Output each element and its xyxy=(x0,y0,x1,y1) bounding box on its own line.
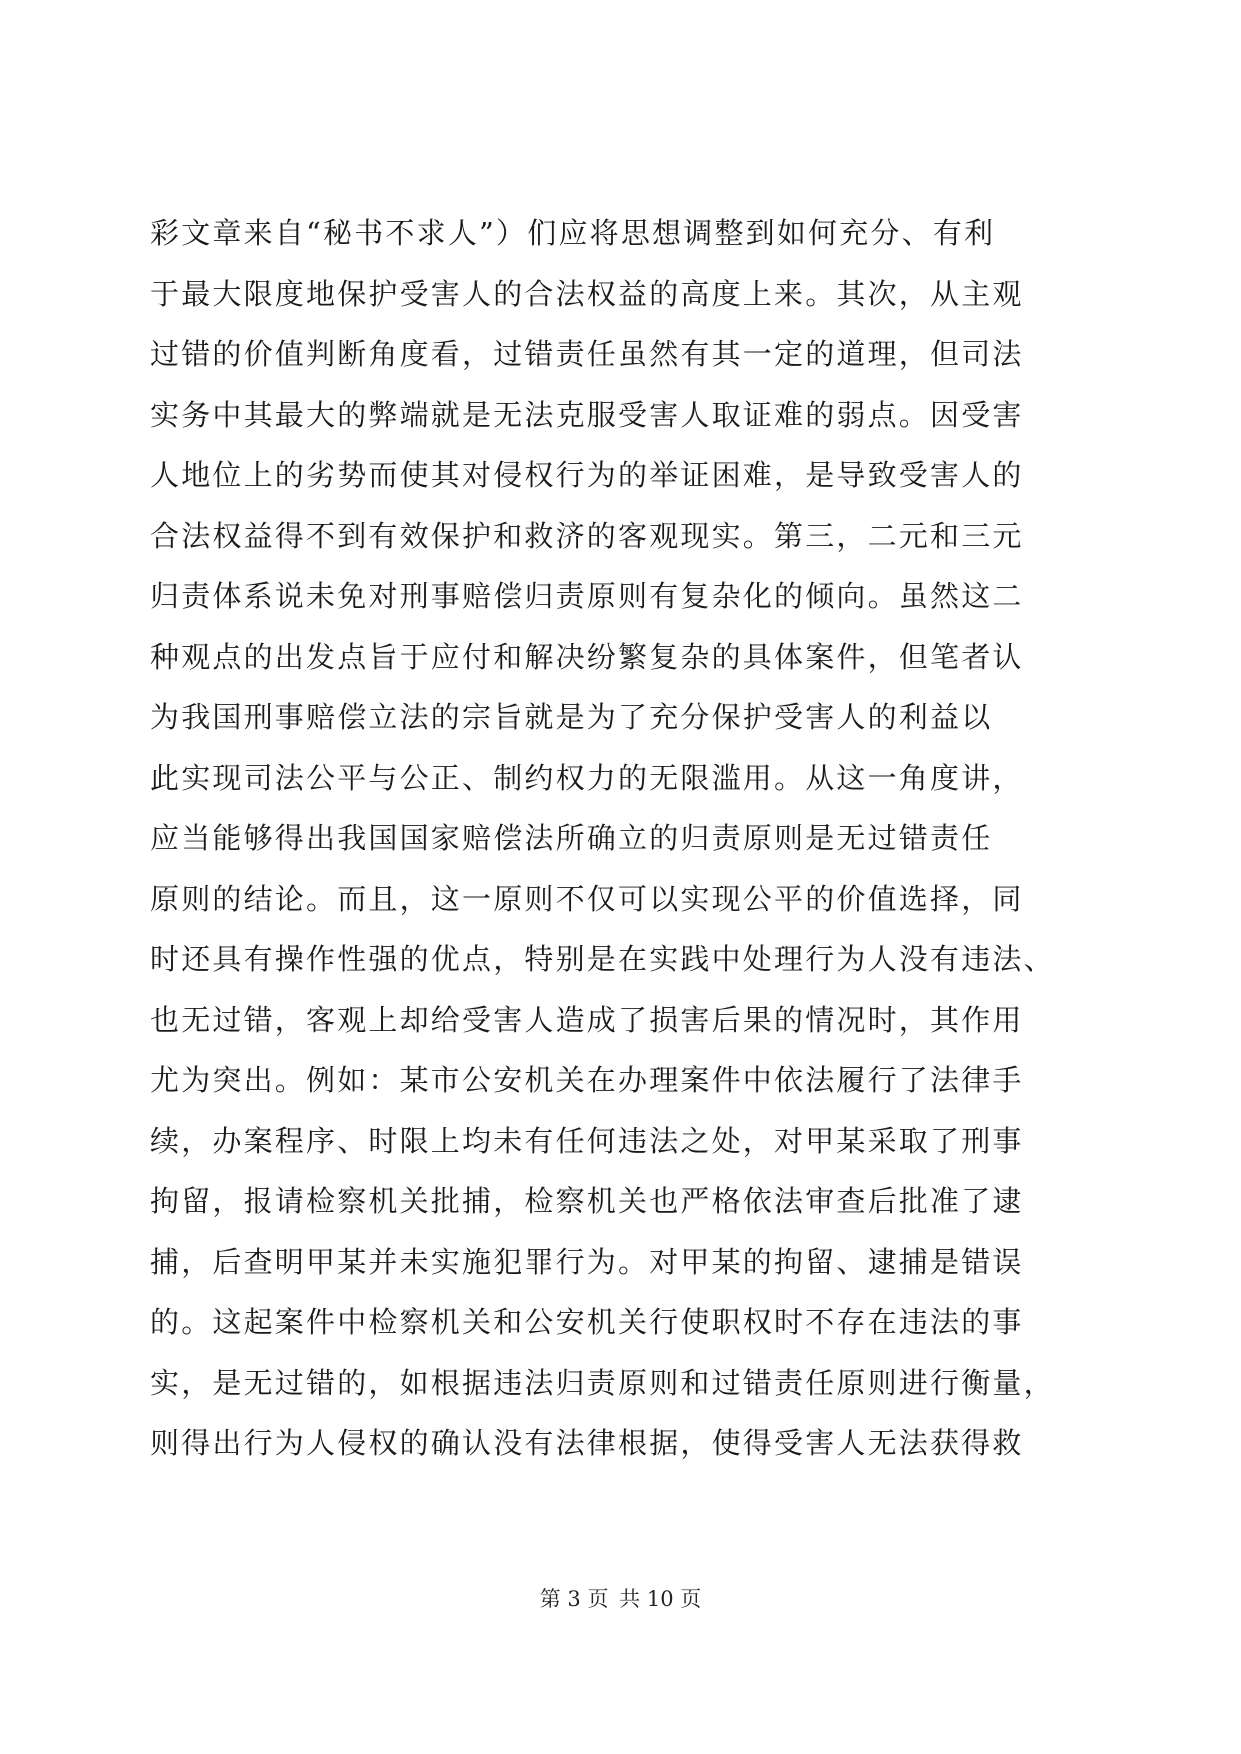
text-line: 也无过错，客观上却给受害人造成了损害后果的情况时，其作用 xyxy=(150,1002,1024,1037)
text-line: 原则的结论。而且，这一原则不仅可以实现公平的价值选择，同 xyxy=(150,881,1024,916)
text-line: 则得出行为人侵权的确认没有法律根据，使得受害人无法获得救 xyxy=(150,1426,1024,1460)
text-line: 为我国刑事赔偿立法的宗旨就是为了充分保护受害人的利益以 xyxy=(150,700,993,734)
text-line: 此实现司法公平与公正、制约权力的无限滥用。从这一角度讲， xyxy=(150,760,1024,795)
text-line: 应当能够得出我国国家赔偿法所确立的归责原则是无过错责任 xyxy=(150,821,993,855)
text-line: 的。这起案件中检察机关和公安机关行使职权时不存在违法的事 xyxy=(150,1305,1024,1339)
text-line: 拘留，报请检察机关批捕，检察机关也严格依法审查后批准了逮 xyxy=(150,1184,1024,1218)
text-line: 种观点的出发点旨于应付和解决纷繁复杂的具体案件，但笔者认 xyxy=(150,639,1024,674)
text-line: 于最大限度地保护受害人的合法权益的高度上来。其次，从主观 xyxy=(150,276,1024,311)
text-line: 实，是无过错的，如根据违法归责原则和过错责任原则进行衡量， xyxy=(150,1365,1055,1400)
body-text xyxy=(150,203,1090,1474)
text-line: 时还具有操作性强的优点，特别是在实践中处理行为人没有违法、 xyxy=(150,942,1055,976)
text-line: 人地位上的劣势而使其对侵权行为的举证困难，是导致受害人的 xyxy=(150,458,1024,492)
page-footer xyxy=(0,1583,1241,1613)
page-number: 第 3 页 xyxy=(539,1587,609,1611)
text-line: 尤为突出。例如：某市公安机关在办理案件中依法履行了法律手 xyxy=(150,1063,1024,1097)
text-line: 彩文章来自“秘书不求人”）们应将思想调整到如何充分、有利 xyxy=(150,216,996,250)
text-line: 合法权益得不到有效保护和救济的客观现实。第三，二元和三元 xyxy=(150,518,1024,553)
text-line: 过错的价值判断角度看，过错责任虽然有其一定的道理，但司法 xyxy=(150,337,1024,371)
text-line: 实务中其最大的弊端就是无法克服受害人取证难的弱点。因受害 xyxy=(150,397,1024,432)
text-line: 归责体系说未免对刑事赔偿归责原则有复杂化的倾向。虽然这二 xyxy=(150,579,1024,613)
text-line: 续，办案程序、时限上均未有任何违法之处，对甲某采取了刑事 xyxy=(150,1123,1024,1158)
total-pages: 共 10 页 xyxy=(619,1587,702,1611)
text-line: 捕，后查明甲某并未实施犯罪行为。对甲某的拘留、逮捕是错误 xyxy=(150,1244,1024,1279)
